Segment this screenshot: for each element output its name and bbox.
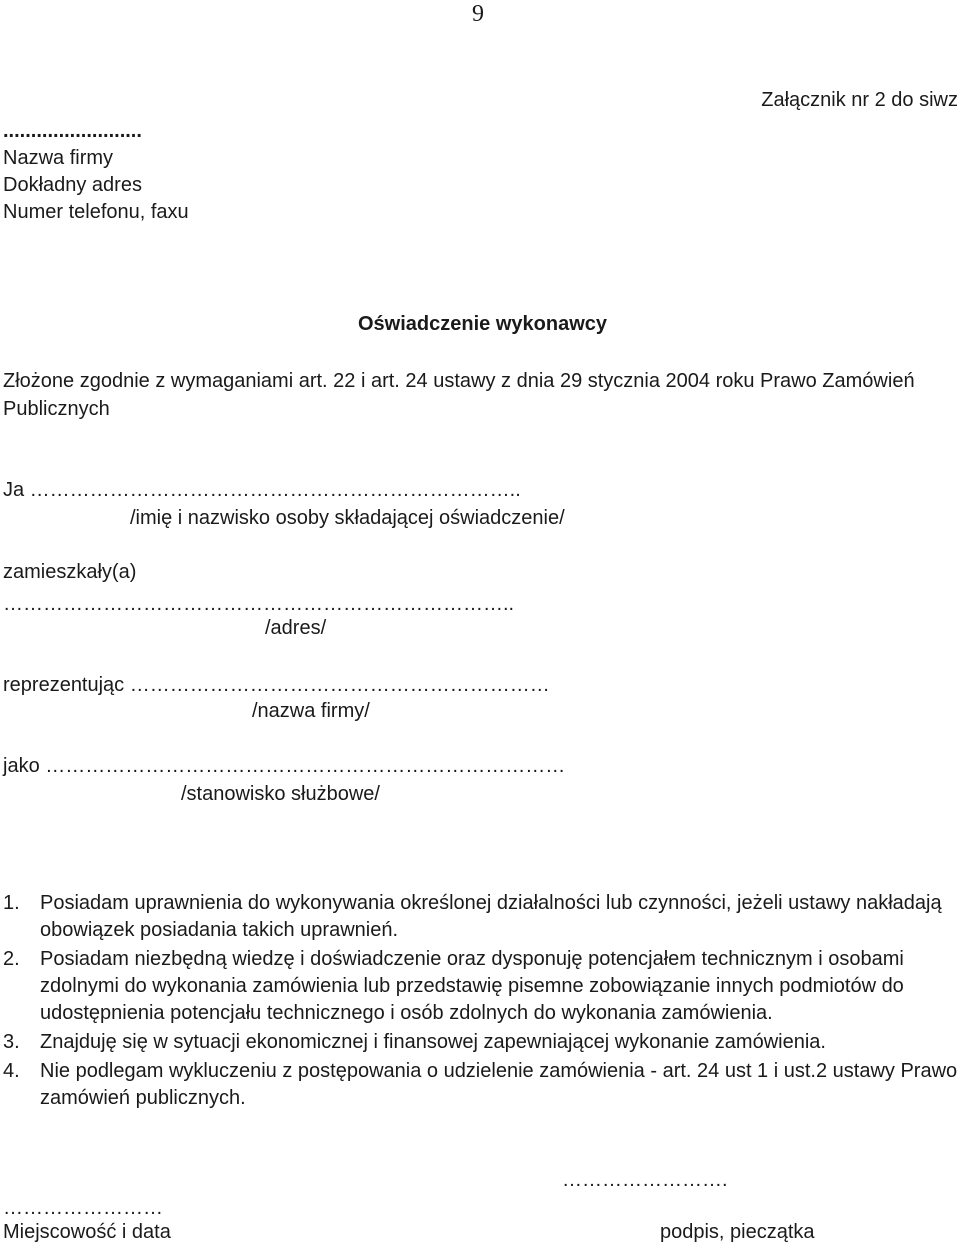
statement-item: [0, 1058, 960, 1112]
company-address: Dokładny adres: [3, 174, 142, 196]
position-caption: /stanowisko służbowe/: [181, 783, 380, 805]
position-line: jako ……………………………………………………………………: [3, 755, 566, 777]
statement-item: [0, 890, 960, 944]
statement-item: [0, 946, 960, 1027]
residence-label: zamieszkały(a): [3, 561, 137, 583]
header-dots: .........................: [3, 120, 142, 142]
residence-line: …………………………………………………………………..: [3, 593, 515, 615]
place-date-label: Miejscowość i data: [3, 1221, 171, 1243]
statements-list: [0, 890, 960, 1114]
statement-number: 4.: [3, 1060, 20, 1082]
ja-line: Ja ………………………………………………………………..: [3, 479, 521, 501]
residence-caption: /adres/: [265, 617, 327, 639]
company-header: [3, 118, 189, 226]
place-date-dots: ……………………: [3, 1197, 163, 1219]
statement-number: 1.: [3, 892, 20, 914]
statement-number: 3.: [3, 1031, 20, 1053]
ja-caption: /imię i nazwisko osoby składającej oświadczenie/: [130, 507, 565, 529]
intro-text: Złożone zgodnie z wymaganiami art. 22 i art. 24 ustawy z dnia 29 stycznia 2004 roku Prawo Zamówień Publicznych: [3, 370, 915, 420]
statement-text: Nie podlegam wykluczeniu z postępowania o udzielenie zamówienia - art. 24 ust 1 i ust.2 ustawy Prawo zamówień publicznych.: [40, 1060, 958, 1109]
representing-line: reprezentując ………………………………………………………: [3, 674, 550, 696]
statement-item: [0, 1029, 960, 1056]
statement-number: 2.: [3, 948, 20, 970]
company-name: Nazwa firmy: [3, 147, 114, 169]
statement-text: Posiadam niezbędną wiedzę i doświadczenie oraz dysponuję potencjałem technicznym i osobami zdolnymi do wykonania zamówienia lub przedstawię pisemne zobowiązanie innych podmiotów do udostępnienia potencjału technicznego i osób zdolnych do wykonania zamówienia.: [40, 948, 904, 1024]
statement-text: Znajduję się w sytuacji ekonomicznej i finansowej zapewniającej wykonanie zamówienia.: [40, 1031, 826, 1053]
company-phone-fax: Numer telefonu, faxu: [3, 201, 189, 223]
attachment-label: Załącznik nr 2 do siwz: [761, 89, 958, 111]
representing-caption: /nazwa firmy/: [252, 700, 370, 722]
signature-dots: …………………….: [562, 1169, 728, 1191]
signature-label: podpis, pieczątka: [660, 1221, 815, 1243]
document-title: Oświadczenie wykonawcy: [358, 313, 607, 335]
statement-text: Posiadam uprawnienia do wykonywania określonej działalności lub czynności, jeżeli ustawy nakładają obowiązek posiadania takich uprawnień.: [40, 892, 942, 941]
page-number: 9: [472, 1, 484, 27]
